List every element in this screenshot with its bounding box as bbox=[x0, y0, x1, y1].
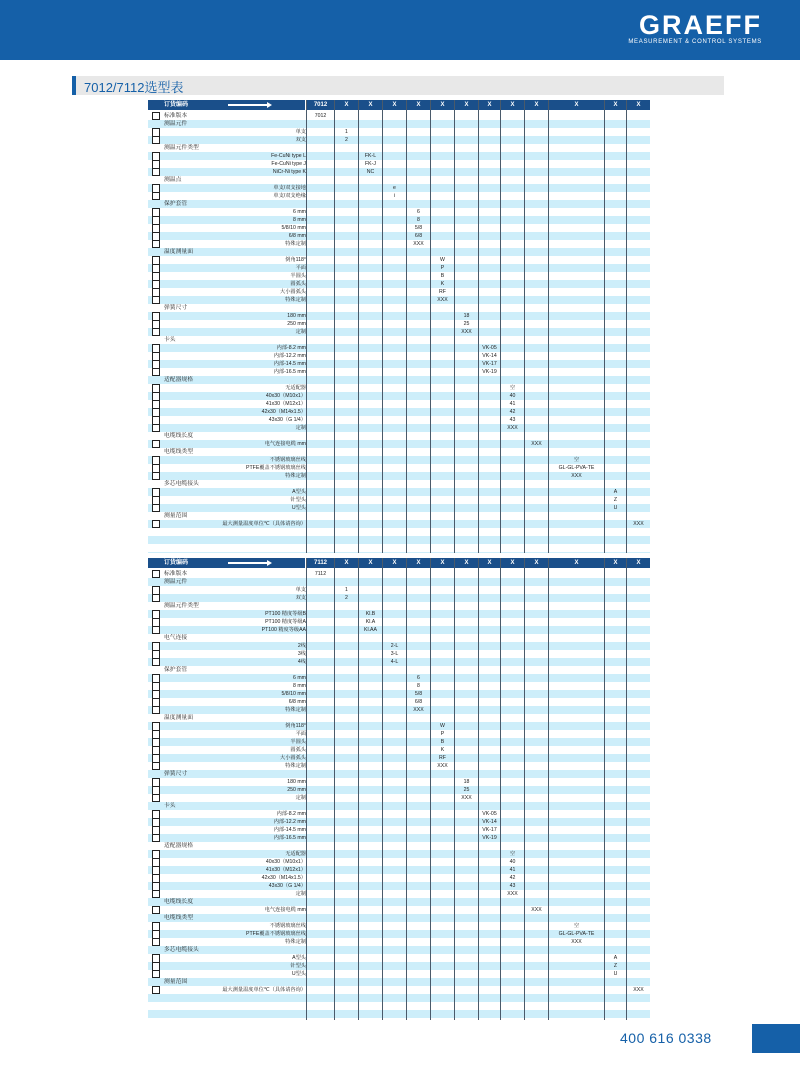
option-code: 5/8 bbox=[414, 225, 423, 231]
selection-checkbox[interactable] bbox=[152, 570, 160, 578]
option-label: 最大测量温度单位℃（具体请咨询） bbox=[222, 987, 306, 993]
option-label: A型头 bbox=[292, 489, 306, 495]
option-code: VK-17 bbox=[482, 361, 497, 367]
option-code: i bbox=[393, 193, 396, 199]
option-code: 7112 bbox=[314, 571, 327, 577]
selection-checkbox[interactable] bbox=[152, 328, 160, 336]
section-label: 电缆线长度 bbox=[164, 899, 193, 905]
section-label: 弹簧尺寸 bbox=[164, 305, 188, 311]
selection-checkbox[interactable] bbox=[152, 136, 160, 144]
option-code: VK-19 bbox=[482, 835, 497, 841]
header-order-code: 订货编码 bbox=[148, 558, 305, 568]
option-code: P bbox=[440, 265, 445, 271]
option-code: 43 bbox=[509, 883, 516, 889]
header-code-column: X bbox=[335, 558, 358, 568]
selection-checkbox[interactable] bbox=[152, 368, 160, 376]
option-label: 6/8 mm bbox=[288, 699, 306, 705]
option-label: A型头 bbox=[292, 955, 306, 961]
option-code: VK-19 bbox=[482, 369, 497, 375]
option-code: XXX bbox=[571, 939, 582, 945]
column-divider bbox=[306, 558, 307, 1020]
option-label: 内部-16.5 mm bbox=[273, 835, 306, 841]
section-label: 测温元件 bbox=[164, 579, 188, 585]
brand-logo bbox=[628, 10, 762, 45]
option-label: 圆弧头 bbox=[290, 747, 306, 753]
selection-checkbox[interactable] bbox=[152, 938, 160, 946]
option-label: 特殊定制 bbox=[285, 939, 306, 945]
option-label: PT100 精度等级A bbox=[265, 619, 306, 625]
option-label: 5/8/10 mm bbox=[281, 691, 306, 697]
selection-checkbox[interactable] bbox=[152, 658, 160, 666]
option-label: 3线 bbox=[297, 651, 306, 657]
option-label: 半圆头 bbox=[290, 739, 306, 745]
option-code: Z bbox=[613, 963, 618, 969]
option-label: PT100 精度等级B bbox=[265, 611, 306, 617]
section-label: 适配器规格 bbox=[164, 377, 193, 383]
column-divider bbox=[382, 100, 383, 553]
option-label: 8 mm bbox=[293, 683, 306, 689]
option-label: 定制 bbox=[295, 795, 306, 801]
section-label: 适配器规格 bbox=[164, 843, 193, 849]
section-label: 测量范围 bbox=[164, 513, 188, 519]
option-code: XXX bbox=[531, 907, 542, 913]
selection-checkbox[interactable] bbox=[152, 112, 160, 120]
section-label: 卡头 bbox=[164, 803, 176, 809]
option-label: 内部-12.2 mm bbox=[273, 353, 306, 359]
option-label: 41x30（M12x1） bbox=[265, 867, 306, 873]
option-label: 250 mm bbox=[287, 321, 306, 327]
selection-checkbox[interactable] bbox=[152, 296, 160, 304]
option-code: 3-L bbox=[390, 651, 399, 657]
option-label: 内部-8.2 mm bbox=[276, 345, 306, 351]
option-label: 6 mm bbox=[293, 209, 306, 215]
option-code: XXX bbox=[413, 241, 424, 247]
brand-name: GRAEFF bbox=[639, 10, 762, 40]
column-divider bbox=[604, 558, 605, 1020]
option-code: P bbox=[440, 731, 445, 737]
option-label: 6 mm bbox=[293, 675, 306, 681]
section-label: 测温元件类型 bbox=[164, 603, 199, 609]
column-divider bbox=[382, 558, 383, 1020]
option-label: 双支 bbox=[295, 137, 306, 143]
option-code: XXX bbox=[531, 441, 542, 447]
option-label: 41x30（M12x1） bbox=[265, 401, 306, 407]
option-label: 单支 bbox=[295, 129, 306, 135]
option-label: 平面 bbox=[295, 731, 306, 737]
header-code-column: X bbox=[605, 558, 626, 568]
header-code-column: X bbox=[383, 558, 406, 568]
header-code-column: X bbox=[431, 558, 454, 568]
option-label: 内部-12.2 mm bbox=[273, 819, 306, 825]
option-code: 8 bbox=[417, 217, 420, 223]
column-divider bbox=[334, 558, 335, 1020]
option-label: 不锈钢玻璃丝线 bbox=[269, 923, 306, 929]
option-code: XXX bbox=[633, 521, 644, 527]
option-code: 2-L bbox=[390, 643, 399, 649]
column-divider bbox=[524, 100, 525, 553]
option-code: A bbox=[613, 489, 618, 495]
brand-tagline: MEASUREMENT & CONTROL SYSTEMS bbox=[628, 39, 762, 45]
column-divider bbox=[430, 100, 431, 553]
option-code: 6 bbox=[417, 209, 420, 215]
selection-checkbox[interactable] bbox=[152, 520, 160, 528]
row-stripes bbox=[148, 570, 650, 1020]
option-label: 圆弧头 bbox=[290, 281, 306, 287]
header-code-column: X bbox=[455, 558, 478, 568]
section-label: 温度测量面 bbox=[164, 715, 193, 721]
selection-checkbox[interactable] bbox=[152, 970, 160, 978]
option-label: U型头 bbox=[291, 505, 306, 511]
option-label: 倒角118° bbox=[285, 723, 306, 729]
option-code: Kl.B bbox=[365, 611, 376, 617]
section-label: 弹簧尺寸 bbox=[164, 771, 188, 777]
section-label: 标准版本 bbox=[164, 571, 188, 577]
column-divider bbox=[548, 558, 549, 1020]
option-code: W bbox=[440, 257, 445, 263]
option-code: 6/8 bbox=[414, 233, 423, 239]
option-label: 电气连接电缆 mm bbox=[264, 907, 306, 913]
option-code: VK-14 bbox=[482, 353, 497, 359]
section-label: 测温元件类型 bbox=[164, 145, 199, 151]
column-divider bbox=[548, 100, 549, 553]
selection-checkbox[interactable] bbox=[152, 890, 160, 898]
option-label: 单支/双支绝缘 bbox=[273, 193, 306, 199]
header-code-column: 7012 bbox=[307, 100, 334, 110]
column-divider bbox=[626, 558, 627, 1020]
option-code: 42 bbox=[509, 409, 516, 415]
row-stripes bbox=[148, 112, 650, 553]
option-label: 针型头 bbox=[290, 497, 306, 503]
option-label: 250 mm bbox=[287, 787, 306, 793]
section-label: 多芯电缆接头 bbox=[164, 481, 199, 487]
header-code-column: X bbox=[501, 100, 524, 110]
option-code: 8 bbox=[417, 683, 420, 689]
selection-checkbox[interactable] bbox=[152, 906, 160, 914]
header-code-column: X bbox=[383, 100, 406, 110]
option-code: 41 bbox=[509, 401, 516, 407]
option-label: 180 mm bbox=[287, 313, 306, 319]
option-code: RF bbox=[439, 289, 446, 295]
option-label: 单支 bbox=[295, 587, 306, 593]
column-divider bbox=[524, 558, 525, 1020]
option-label: 内部-16.5 mm bbox=[273, 369, 306, 375]
section-label: 多芯电缆接头 bbox=[164, 947, 199, 953]
option-code: 空 bbox=[573, 923, 580, 929]
option-code: XXX bbox=[413, 707, 424, 713]
option-code: 5/8 bbox=[414, 691, 423, 697]
column-divider bbox=[478, 100, 479, 553]
option-code: XXX bbox=[437, 297, 448, 303]
column-divider bbox=[478, 558, 479, 1020]
option-code: 6 bbox=[417, 675, 420, 681]
option-code: XXX bbox=[571, 473, 582, 479]
header-code-column: X bbox=[479, 100, 500, 110]
selection-table-7112 bbox=[148, 558, 650, 1020]
header-code-column: X bbox=[359, 100, 382, 110]
option-label: PTFE覆盖不锈钢玻璃丝线 bbox=[246, 465, 306, 471]
table-header bbox=[148, 100, 650, 110]
option-code: GL-GL-PVA-TE bbox=[558, 931, 595, 937]
column-divider bbox=[334, 100, 335, 553]
option-label: 定制 bbox=[295, 891, 306, 897]
option-label: 180 mm bbox=[287, 779, 306, 785]
option-code: GL-GL-PVA-TE bbox=[558, 465, 595, 471]
column-divider bbox=[430, 558, 431, 1020]
option-code: 空 bbox=[509, 385, 516, 391]
header-code-column: X bbox=[549, 558, 604, 568]
selection-checkbox[interactable] bbox=[152, 240, 160, 248]
option-code: NC bbox=[366, 169, 375, 175]
option-code: VK-14 bbox=[482, 819, 497, 825]
option-label: 平面 bbox=[295, 265, 306, 271]
section-label: 电缆线长度 bbox=[164, 433, 193, 439]
option-code: Kl.A bbox=[365, 619, 376, 625]
option-code: B bbox=[440, 273, 445, 279]
header-code-column: X bbox=[627, 558, 650, 568]
option-label: 电气连接电缆 mm bbox=[264, 441, 306, 447]
option-code: K bbox=[440, 747, 445, 753]
selection-checkbox[interactable] bbox=[152, 440, 160, 448]
column-divider bbox=[500, 558, 501, 1020]
option-code: 25 bbox=[463, 787, 470, 793]
column-divider bbox=[406, 100, 407, 553]
header-code-column: X bbox=[605, 100, 626, 110]
column-divider bbox=[500, 100, 501, 553]
selection-checkbox[interactable] bbox=[152, 192, 160, 200]
selection-checkbox[interactable] bbox=[152, 504, 160, 512]
option-label: 8 mm bbox=[293, 217, 306, 223]
option-code: Kl.AA bbox=[364, 627, 377, 633]
option-label: 43x30（G 1/4） bbox=[268, 883, 306, 889]
selection-checkbox[interactable] bbox=[152, 594, 160, 602]
arrow-right-icon bbox=[228, 104, 268, 106]
page-title-bar bbox=[72, 76, 724, 95]
option-label: 特殊定制 bbox=[285, 473, 306, 479]
selection-checkbox[interactable] bbox=[152, 168, 160, 176]
option-label: 40x30（M10x1） bbox=[265, 393, 306, 399]
header-code-column: X bbox=[525, 100, 548, 110]
header-code-column: X bbox=[525, 558, 548, 568]
section-label: 测温元件 bbox=[164, 121, 188, 127]
option-label: 42x30（M14x1.5） bbox=[261, 409, 306, 415]
selection-checkbox[interactable] bbox=[152, 762, 160, 770]
option-code: 2 bbox=[345, 595, 348, 601]
option-label: 内部-14.5 mm bbox=[273, 361, 306, 367]
option-label: 42x30（M14x1.5） bbox=[261, 875, 306, 881]
option-label: 特殊定制 bbox=[285, 763, 306, 769]
section-label: 测量范围 bbox=[164, 979, 188, 985]
option-code: W bbox=[440, 723, 445, 729]
option-code: 4-L bbox=[390, 659, 399, 665]
section-label: 电缆线类型 bbox=[164, 915, 193, 921]
option-label: 无适配器 bbox=[285, 385, 306, 391]
option-code: 43 bbox=[509, 417, 516, 423]
option-code: XXX bbox=[633, 987, 644, 993]
section-label: 测温点 bbox=[164, 177, 182, 183]
option-label: 2线 bbox=[297, 643, 306, 649]
section-label: 卡头 bbox=[164, 337, 176, 343]
option-code: 18 bbox=[463, 779, 470, 785]
selection-checkbox[interactable] bbox=[152, 626, 160, 634]
option-code: 7012 bbox=[314, 113, 327, 119]
page-title: 7012/7112选型表 bbox=[84, 80, 184, 95]
option-code: A bbox=[613, 955, 618, 961]
option-label: 定制 bbox=[295, 425, 306, 431]
option-code: 42 bbox=[509, 875, 516, 881]
selection-checkbox[interactable] bbox=[152, 424, 160, 432]
option-label: 双支 bbox=[295, 595, 306, 601]
option-label: 43x30（G 1/4） bbox=[268, 417, 306, 423]
table-header bbox=[148, 558, 650, 568]
option-label: 6/8 mm bbox=[288, 233, 306, 239]
column-divider bbox=[406, 558, 407, 1020]
option-label: 定制 bbox=[295, 329, 306, 335]
option-label: Fe-CuNi type L bbox=[271, 153, 306, 159]
option-code: U bbox=[613, 971, 618, 977]
option-code: RF bbox=[439, 755, 446, 761]
option-code: 1 bbox=[345, 587, 348, 593]
option-code: 1 bbox=[345, 129, 348, 135]
option-code: VK-05 bbox=[482, 345, 497, 351]
option-label: 内部-8.2 mm bbox=[276, 811, 306, 817]
option-code: FK-J bbox=[365, 161, 376, 167]
header-code-column: X bbox=[479, 558, 500, 568]
section-label: 电缆线类型 bbox=[164, 449, 193, 455]
phone-number: 400 616 0338 bbox=[620, 1030, 712, 1046]
option-code: FK-L bbox=[364, 153, 377, 159]
option-code: XXX bbox=[461, 329, 472, 335]
arrow-right-icon bbox=[228, 562, 268, 564]
header-code-column: X bbox=[549, 100, 604, 110]
option-label: 最大测量温度单位℃（具体请咨询） bbox=[222, 521, 306, 527]
header-order-code: 订货编码 bbox=[148, 100, 305, 110]
selection-table-7012 bbox=[148, 100, 650, 553]
section-label: 标准版本 bbox=[164, 113, 188, 119]
option-label: 无适配器 bbox=[285, 851, 306, 857]
option-label: 特殊定制 bbox=[285, 707, 306, 713]
header-code-column: 7112 bbox=[307, 558, 334, 568]
selection-checkbox[interactable] bbox=[152, 834, 160, 842]
option-code: XXX bbox=[507, 425, 518, 431]
option-label: U型头 bbox=[291, 971, 306, 977]
option-label: 内部-14.5 mm bbox=[273, 827, 306, 833]
header-code-column: X bbox=[431, 100, 454, 110]
option-label: 不锈钢玻璃丝线 bbox=[269, 457, 306, 463]
option-code: 40 bbox=[509, 859, 516, 865]
option-code: XXX bbox=[437, 763, 448, 769]
option-code: XXX bbox=[507, 891, 518, 897]
option-label: 特殊定制 bbox=[285, 241, 306, 247]
column-divider bbox=[626, 100, 627, 553]
header-code-column: X bbox=[359, 558, 382, 568]
option-label: 针型头 bbox=[290, 963, 306, 969]
section-label: 电气连接 bbox=[164, 635, 188, 641]
option-label: PT100 精度等级AA bbox=[261, 627, 306, 633]
selection-checkbox[interactable] bbox=[152, 794, 160, 802]
option-label: NiCr-Ni type K bbox=[272, 169, 306, 175]
option-label: 倒角118° bbox=[285, 257, 306, 263]
header-code-column: X bbox=[407, 558, 430, 568]
header-code-column: X bbox=[407, 100, 430, 110]
column-divider bbox=[604, 100, 605, 553]
column-divider bbox=[306, 100, 307, 553]
header-code-column: X bbox=[501, 558, 524, 568]
option-code: XXX bbox=[461, 795, 472, 801]
header-code-column: X bbox=[627, 100, 650, 110]
option-label: 40x30（M10x1） bbox=[265, 859, 306, 865]
option-code: 40 bbox=[509, 393, 516, 399]
option-code: e bbox=[393, 185, 396, 191]
selection-checkbox[interactable] bbox=[152, 472, 160, 480]
title-accent-bar bbox=[72, 76, 76, 95]
option-code: 41 bbox=[509, 867, 516, 873]
option-code: Z bbox=[613, 497, 618, 503]
option-label: 半圆头 bbox=[290, 273, 306, 279]
selection-checkbox[interactable] bbox=[152, 986, 160, 994]
option-label: 特殊定制 bbox=[285, 297, 306, 303]
option-label: 大小圆弧头 bbox=[280, 755, 306, 761]
option-label: 大小圆弧头 bbox=[280, 289, 306, 295]
header-code-column: X bbox=[455, 100, 478, 110]
header-bar bbox=[0, 0, 800, 60]
option-code: 空 bbox=[509, 851, 516, 857]
option-label: Fe-CuNi type J bbox=[271, 161, 306, 167]
option-code: 空 bbox=[573, 457, 580, 463]
option-label: PTFE覆盖不锈钢玻璃丝线 bbox=[246, 931, 306, 937]
option-code: 2 bbox=[345, 137, 348, 143]
option-label: 单支/双支接地 bbox=[273, 185, 306, 191]
section-label: 温度测量面 bbox=[164, 249, 193, 255]
option-code: U bbox=[613, 505, 618, 511]
footer-corner-block bbox=[752, 1024, 800, 1053]
option-code: 6/8 bbox=[414, 699, 423, 705]
option-label: 4线 bbox=[297, 659, 306, 665]
option-code: 25 bbox=[463, 321, 470, 327]
header-code-column: X bbox=[335, 100, 358, 110]
section-label: 保护套管 bbox=[164, 667, 188, 673]
option-code: 18 bbox=[463, 313, 470, 319]
section-label: 保护套管 bbox=[164, 201, 188, 207]
option-code: B bbox=[440, 739, 445, 745]
option-code: VK-05 bbox=[482, 811, 497, 817]
option-code: VK-17 bbox=[482, 827, 497, 833]
option-label: 5/8/10 mm bbox=[281, 225, 306, 231]
option-code: K bbox=[440, 281, 445, 287]
selection-checkbox[interactable] bbox=[152, 706, 160, 714]
